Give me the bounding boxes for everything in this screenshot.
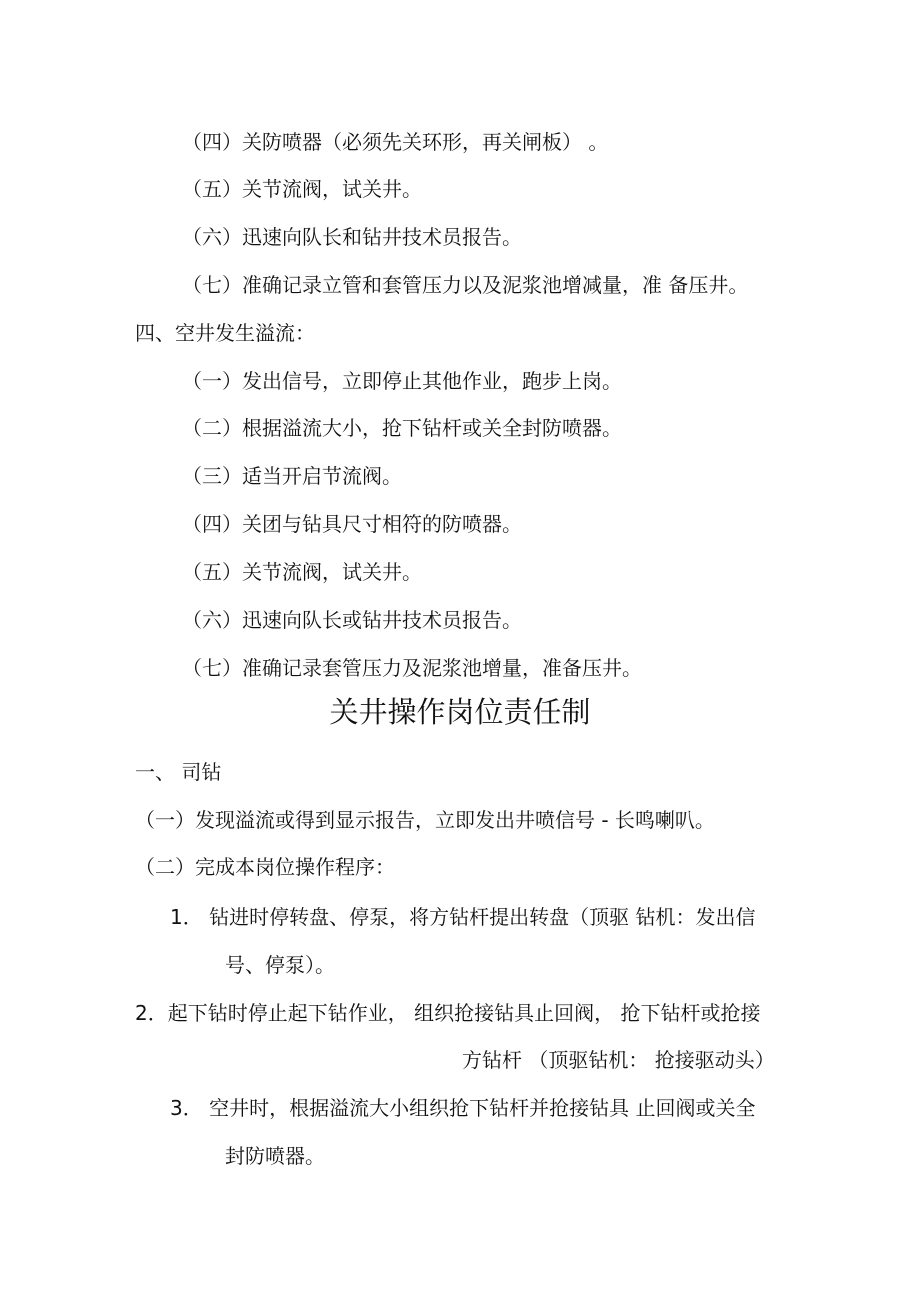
list-item-close-bop: （四）关防喷器（必须先关环形，再关闸板） 。 <box>182 130 609 154</box>
section-heading-driller: 一、 司钻 <box>135 760 222 784</box>
list-item: （六）迅速向队长或钻井技术员报告。 <box>182 608 522 632</box>
step-3-line-1: 3． 空井时，根据溢流大小组织抢下钻杆并抢接钻具 止回阀或关全 <box>170 1096 756 1120</box>
list-item: （七）准确记录套管压力及泥浆池增量，准备压井。 <box>182 656 642 680</box>
list-item: （二）完成本岗位操作程序： <box>135 855 395 879</box>
list-item: （四）关团与钻具尺寸相符的防喷器。 <box>182 512 522 536</box>
list-item-close-choke: （五）关节流阀，试关井。 <box>182 177 422 201</box>
list-item: （五）关节流阀，试关井。 <box>182 560 422 584</box>
step-1-line-1: 1． 钻进时停转盘、停泵，将方钻杆提出转盘（顶驱 钻机：发出信 <box>170 905 756 929</box>
list-item: （三）适当开启节流阀。 <box>182 464 402 488</box>
page-title: 关井操作岗位责任制 <box>329 695 591 729</box>
step-2-line-2: 方钻杆 （顶驱钻机： 抢接驱动头） <box>462 1048 775 1072</box>
list-item: （一）发出信号，立即停止其他作业，跑步上岗。 <box>182 369 622 393</box>
list-item-record-pressure: （七）准确记录立管和套管压力以及泥浆池增减量，准 备压井。 <box>182 273 749 297</box>
section-heading-empty-well: 四、空井发生溢流： <box>135 321 315 345</box>
list-item: （一）发现溢流或得到显示报告，立即发出井喷信号 - 长鸣喇叭。 <box>135 808 715 832</box>
step-3-line-2: 封防喷器。 <box>225 1144 325 1168</box>
list-item: （二）根据溢流大小，抢下钻杆或关全封防喷器。 <box>182 416 622 440</box>
list-item-report: （六）迅速向队长和钻井技术员报告。 <box>182 225 522 249</box>
step-2-line-1: 2．起下钻时停止起下钻作业， 组织抢接钻具止回阀， 抢下钻杆或抢接 <box>135 1001 761 1025</box>
step-1-line-2: 号、停泵）。 <box>225 953 335 977</box>
